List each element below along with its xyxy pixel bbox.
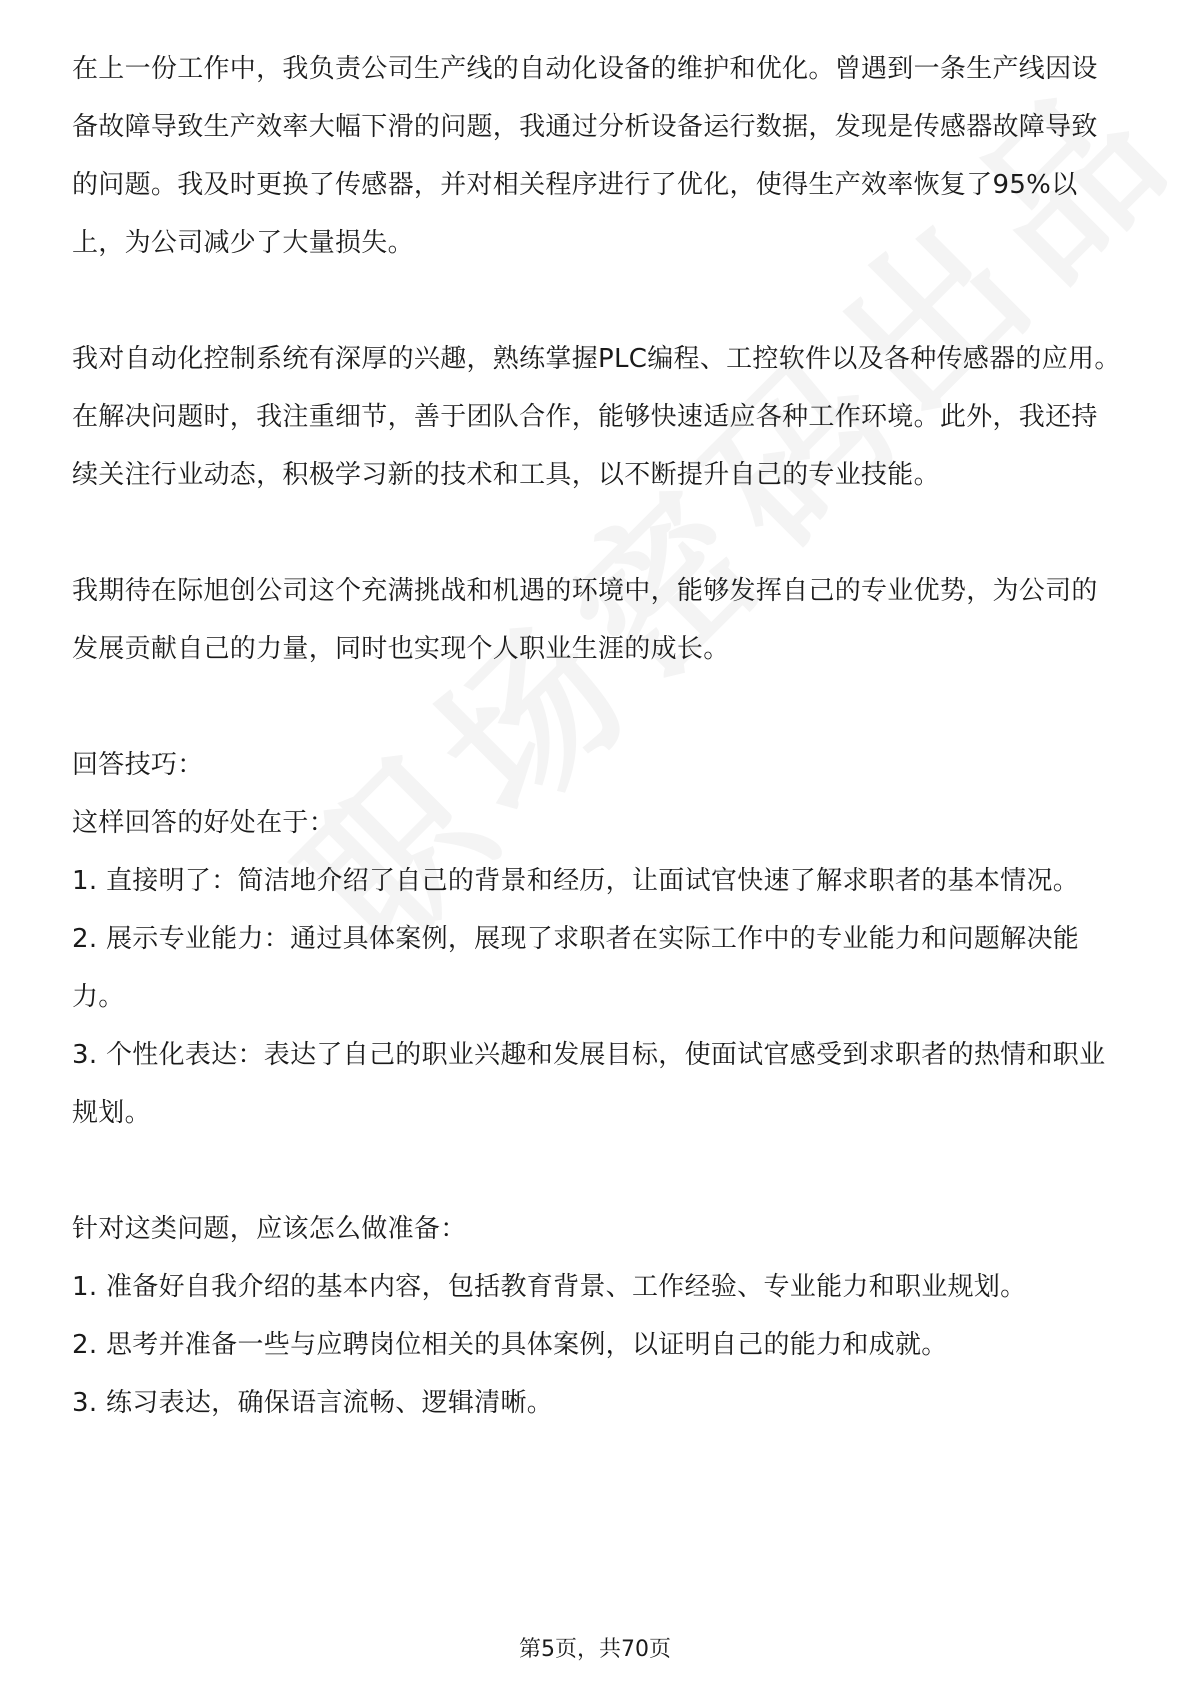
prep-item: 2. 思考并准备一些与应聘岗位相关的具体案例，以证明自己的能力和成就。 bbox=[72, 1330, 948, 1360]
tips-item: 3. 个性化表达：表达了自己的职业兴趣和发展目标，使面试官感受到求职者的热情和职业规划。 bbox=[72, 1040, 1106, 1128]
paragraph-experience: 在上一份工作中，我负责公司生产线的自动化设备的维护和优化。曾遇到一条生产线因设备故障导致生产效率大幅下滑的问题，我通过分析设备运行数据，发现是传感器故障导致的问题。我及时更换了传感器，并对相关程序进行了优化，使得生产效率恢复了95%以上，为公司减少了大量损失。 bbox=[72, 54, 1098, 258]
tips-item: 1. 直接明了：简洁地介绍了自己的背景和经历，让面试官快速了解求职者的基本情况。 bbox=[72, 866, 1080, 896]
prep-item: 3. 练习表达，确保语言流畅、逻辑清晰。 bbox=[72, 1388, 554, 1418]
tips-heading: 回答技巧： bbox=[72, 750, 204, 780]
document-body bbox=[72, 40, 1122, 1490]
page-number: 第5页，共70页 bbox=[519, 1637, 671, 1662]
prep-item: 1. 准备好自我介绍的基本内容，包括教育背景、工作经验、专业能力和职业规划。 bbox=[72, 1272, 1027, 1302]
paragraph-expectation: 我期待在际旭创公司这个充满挑战和机遇的环境中，能够发挥自己的专业优势，为公司的发展贡献自己的力量，同时也实现个人职业生涯的成长。 bbox=[72, 576, 1098, 664]
tips-intro: 这样回答的好处在于： bbox=[72, 808, 336, 838]
tips-item: 2. 展示专业能力：通过具体案例，展现了求职者在实际工作中的专业能力和问题解决能力。 bbox=[72, 924, 1080, 1012]
tips-section bbox=[72, 736, 1122, 1142]
paragraph-skills: 我对自动化控制系统有深厚的兴趣，熟练掌握PLC编程、工控软件以及各种传感器的应用。在解决问题时，我注重细节，善于团队合作，能够快速适应各种工作环境。此外，我还持续关注行业动态，积极学习新的技术和工具，以不断提升自己的专业技能。 bbox=[72, 344, 1121, 490]
prep-heading: 针对这类问题，应该怎么做准备： bbox=[72, 1214, 467, 1244]
prep-section bbox=[72, 1200, 1122, 1432]
